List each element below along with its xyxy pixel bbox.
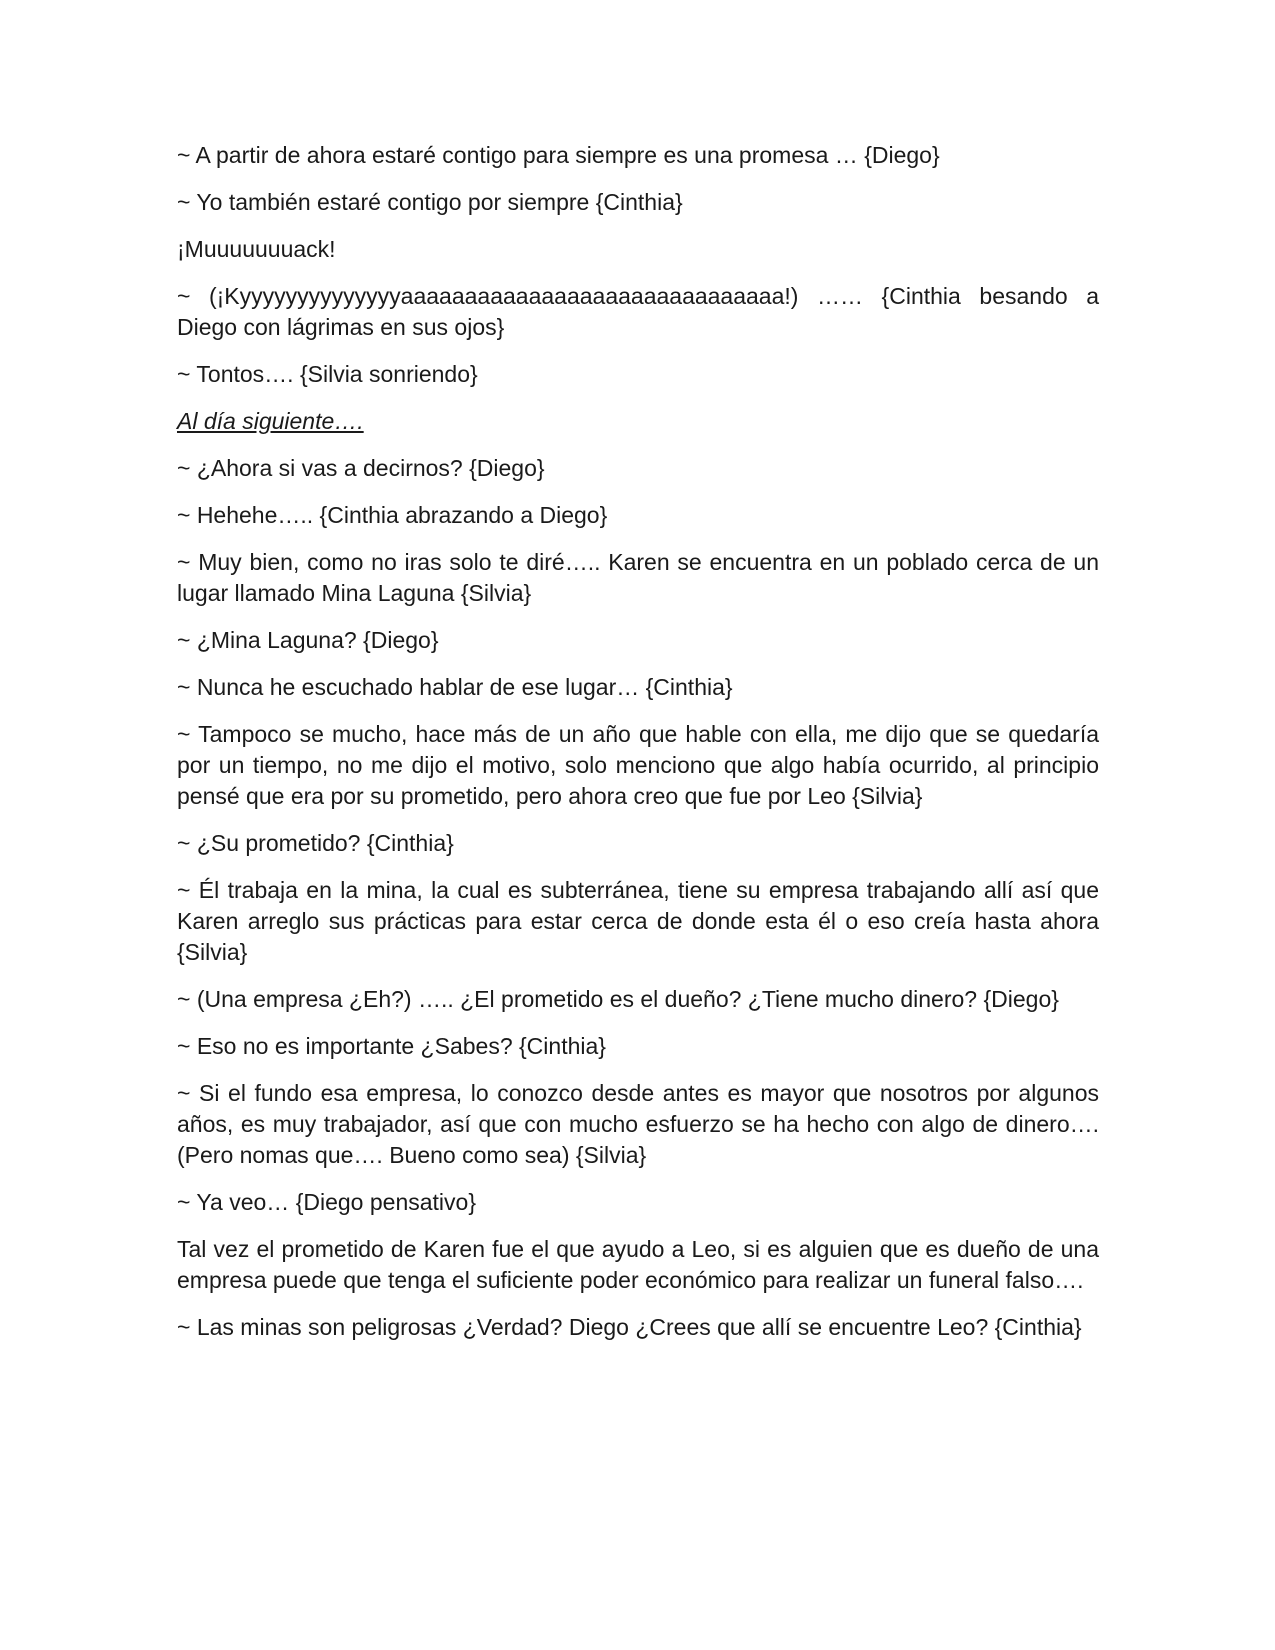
- paragraph: ~ Ya veo… {Diego pensativo}: [177, 1189, 476, 1215]
- paragraph: ~ Hehehe….. {Cinthia abrazando a Diego}: [177, 502, 608, 528]
- paragraph: ~ ¿Ahora si vas a decirnos? {Diego}: [177, 455, 545, 481]
- document-body: [177, 140, 1099, 1359]
- paragraph: ~ Eso no es importante ¿Sabes? {Cinthia}: [177, 1033, 606, 1059]
- paragraph: ~ (¡Kyyyyyyyyyyyyyyaaaaaaaaaaaaaaaaaaaaaaaaaaaaaa!) …… {Cinthia besando a Diego con lágrimas en sus ojos}: [177, 283, 1099, 340]
- paragraph: ~ Las minas son peligrosas ¿Verdad? Diego ¿Crees que allí se encuentre Leo? {Cinthia}: [177, 1314, 1082, 1340]
- paragraph: ~ (Una empresa ¿Eh?) ….. ¿El prometido es el dueño? ¿Tiene mucho dinero? {Diego}: [177, 986, 1059, 1012]
- paragraph: ~ Él trabaja en la mina, la cual es subterránea, tiene su empresa trabajando allí así que Karen arreglo sus prácticas para estar cerca de donde esta él o eso creía hasta ahora {Silvia}: [177, 877, 1099, 965]
- paragraph: ~ Muy bien, como no iras solo te diré….. Karen se encuentra en un poblado cerca de un lugar llamado Mina Laguna {Silvia}: [177, 549, 1099, 606]
- paragraph: ~ A partir de ahora estaré contigo para siempre es una promesa … {Diego}: [177, 142, 940, 168]
- paragraph: ~ ¿Mina Laguna? {Diego}: [177, 627, 439, 653]
- paragraph: ~ Yo también estaré contigo por siempre {Cinthia}: [177, 189, 683, 215]
- paragraph: Tal vez el prometido de Karen fue el que ayudo a Leo, si es alguien que es dueño de una empresa puede que tenga el suficiente poder económico para realizar un funeral falso….: [177, 1236, 1099, 1293]
- paragraph: ~ Tampoco se mucho, hace más de un año que hable con ella, me dijo que se quedaría por un tiempo, no me dijo el motivo, solo menciono que algo había ocurrido, al principio pensé que era por su prometido, pero ahora creo que fue por Leo {Silvia}: [177, 721, 1099, 809]
- paragraph: ¡Muuuuuuuack!: [177, 236, 336, 262]
- paragraph: ~ Si el fundo esa empresa, lo conozco desde antes es mayor que nosotros por algunos años, es muy trabajador, así que con mucho esfuerzo se ha hecho con algo de dinero…. (Pero nomas que…. Bueno como sea) {Silvia}: [177, 1080, 1099, 1168]
- scene-heading: Al día siguiente….: [177, 408, 364, 434]
- paragraph: ~ Nunca he escuchado hablar de ese lugar… {Cinthia}: [177, 674, 733, 700]
- paragraph: ~ ¿Su prometido? {Cinthia}: [177, 830, 454, 856]
- paragraph: ~ Tontos…. {Silvia sonriendo}: [177, 361, 478, 387]
